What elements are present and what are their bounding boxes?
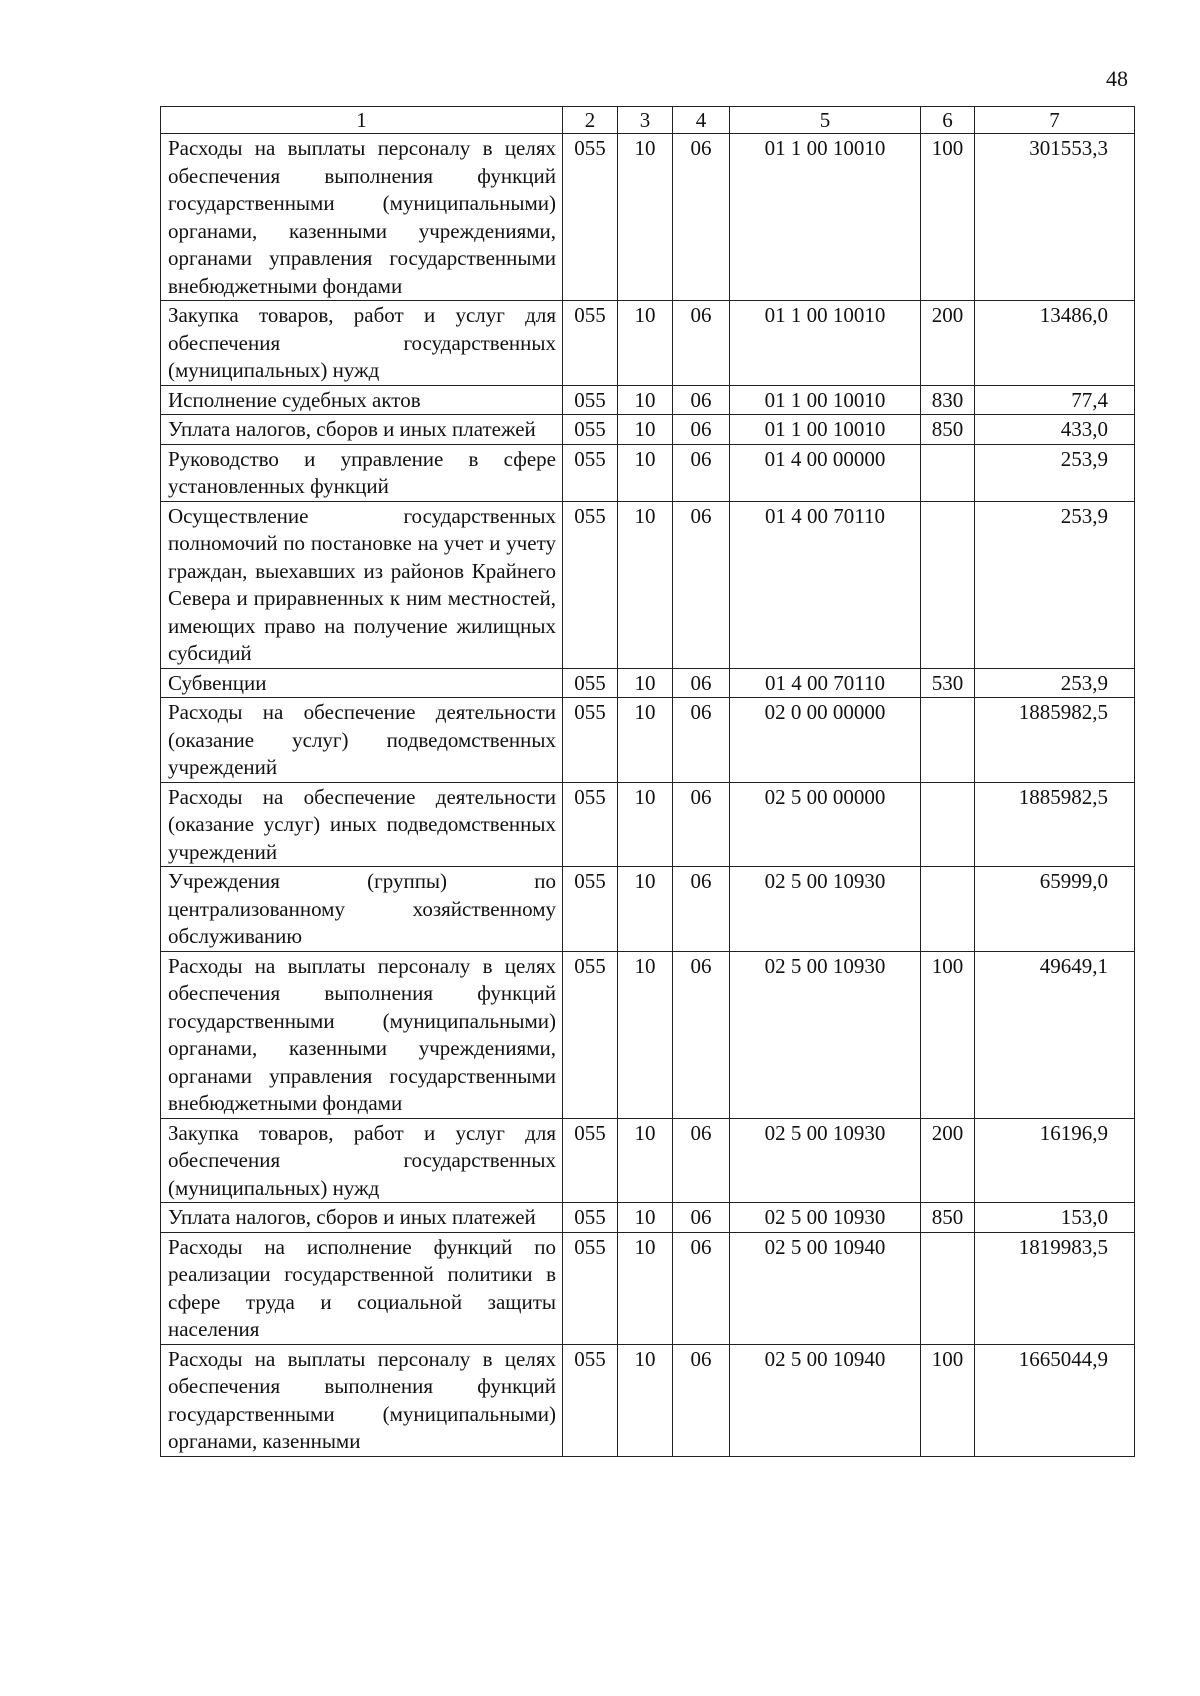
- cell-target-article: 02 5 00 10940: [730, 1344, 921, 1456]
- table-row: [161, 501, 1135, 668]
- cell-ministry: 055: [563, 1344, 618, 1456]
- cell-section: 10: [618, 301, 673, 386]
- cell-subsection: 06: [673, 1232, 730, 1344]
- col-header-4: 4: [673, 107, 730, 134]
- cell-name: Уплата налогов, сборов и иных платежей: [161, 1203, 563, 1233]
- page-number: 48: [1106, 66, 1128, 91]
- cell-subsection: 06: [673, 1344, 730, 1456]
- col-header-5: 5: [730, 107, 921, 134]
- table-row: [161, 1344, 1135, 1456]
- cell-amount: 253,9: [975, 668, 1135, 698]
- cell-section: 10: [618, 501, 673, 668]
- cell-subsection: 06: [673, 301, 730, 386]
- table-row: [161, 415, 1135, 445]
- cell-name: Исполнение судебных актов: [161, 385, 563, 415]
- cell-target-article: 01 1 00 10010: [730, 415, 921, 445]
- cell-ministry: 055: [563, 867, 618, 952]
- cell-amount: 301553,3: [975, 134, 1135, 301]
- cell-expense-type: [921, 444, 975, 501]
- cell-ministry: 055: [563, 501, 618, 668]
- cell-target-article: 02 5 00 10930: [730, 1203, 921, 1233]
- cell-target-article: 02 0 00 00000: [730, 698, 921, 783]
- cell-target-article: 01 4 00 00000: [730, 444, 921, 501]
- cell-target-article: 02 5 00 10930: [730, 951, 921, 1118]
- cell-amount: 153,0: [975, 1203, 1135, 1233]
- cell-name: Расходы на обеспечение деятельности (оказание услуг) иных подведомственных учреждений: [161, 782, 563, 867]
- cell-subsection: 06: [673, 385, 730, 415]
- cell-target-article: 02 5 00 00000: [730, 782, 921, 867]
- cell-expense-type: [921, 698, 975, 783]
- cell-expense-type: 100: [921, 134, 975, 301]
- cell-name: Осуществление государственных полномочий по постановке на учет и учету граждан, выехавших из районов Крайнего Севера и приравненных к ним местностей, имеющих право на получение жилищных субсидий: [161, 501, 563, 668]
- table-body: [161, 134, 1135, 1457]
- cell-subsection: 06: [673, 698, 730, 783]
- header-row: [161, 107, 1135, 134]
- cell-amount: 1819983,5: [975, 1232, 1135, 1344]
- cell-section: 10: [618, 1232, 673, 1344]
- cell-section: 10: [618, 1203, 673, 1233]
- table-row: [161, 301, 1135, 386]
- cell-amount: 16196,9: [975, 1118, 1135, 1203]
- table-row: [161, 698, 1135, 783]
- cell-target-article: 01 4 00 70110: [730, 668, 921, 698]
- cell-ministry: 055: [563, 1118, 618, 1203]
- table-row: [161, 134, 1135, 301]
- cell-name: Закупка товаров, работ и услуг для обеспечения государственных (муниципальных) нужд: [161, 1118, 563, 1203]
- cell-subsection: 06: [673, 951, 730, 1118]
- table-row: [161, 668, 1135, 698]
- table-row: [161, 1203, 1135, 1233]
- cell-name: Закупка товаров, работ и услуг для обеспечения государственных (муниципальных) нужд: [161, 301, 563, 386]
- cell-subsection: 06: [673, 668, 730, 698]
- cell-section: 10: [618, 415, 673, 445]
- cell-ministry: 055: [563, 1232, 618, 1344]
- cell-section: 10: [618, 444, 673, 501]
- cell-expense-type: 100: [921, 1344, 975, 1456]
- table-row: [161, 1118, 1135, 1203]
- col-header-6: 6: [921, 107, 975, 134]
- cell-amount: 1885982,5: [975, 698, 1135, 783]
- cell-ministry: 055: [563, 951, 618, 1118]
- cell-name: Расходы на выплаты персоналу в целях обеспечения выполнения функций государственными (муниципальными) органами, казенными учреждениями, органами управления государственными внебюджетными фондами: [161, 134, 563, 301]
- cell-target-article: 02 5 00 10930: [730, 1118, 921, 1203]
- cell-name: Расходы на выплаты персоналу в целях обеспечения выполнения функций государственными (муниципальными) органами, казенными учреждениями, органами управления государственными внебюджетными фондами: [161, 951, 563, 1118]
- cell-target-article: 01 1 00 10010: [730, 301, 921, 386]
- cell-section: 10: [618, 668, 673, 698]
- cell-ministry: 055: [563, 301, 618, 386]
- cell-expense-type: [921, 1232, 975, 1344]
- cell-subsection: 06: [673, 134, 730, 301]
- cell-amount: 77,4: [975, 385, 1135, 415]
- table-row: [161, 385, 1135, 415]
- cell-name: Уплата налогов, сборов и иных платежей: [161, 415, 563, 445]
- cell-expense-type: 200: [921, 301, 975, 386]
- cell-name: Расходы на исполнение функций по реализации государственной политики в сфере труда и социальной защиты населения: [161, 1232, 563, 1344]
- cell-section: 10: [618, 134, 673, 301]
- cell-subsection: 06: [673, 415, 730, 445]
- cell-name: Расходы на выплаты персоналу в целях обеспечения выполнения функций государственными (муниципальными) органами, казенными: [161, 1344, 563, 1456]
- cell-section: 10: [618, 782, 673, 867]
- cell-subsection: 06: [673, 1203, 730, 1233]
- budget-table: [160, 106, 1135, 1457]
- cell-subsection: 06: [673, 867, 730, 952]
- cell-section: 10: [618, 1344, 673, 1456]
- cell-target-article: 01 1 00 10010: [730, 134, 921, 301]
- col-header-3: 3: [618, 107, 673, 134]
- cell-expense-type: 850: [921, 415, 975, 445]
- cell-ministry: 055: [563, 415, 618, 445]
- cell-amount: 253,9: [975, 444, 1135, 501]
- cell-expense-type: 200: [921, 1118, 975, 1203]
- cell-amount: 253,9: [975, 501, 1135, 668]
- cell-expense-type: 850: [921, 1203, 975, 1233]
- cell-ministry: 055: [563, 385, 618, 415]
- table-row: [161, 444, 1135, 501]
- cell-amount: 1885982,5: [975, 782, 1135, 867]
- cell-expense-type: [921, 867, 975, 952]
- cell-ministry: 055: [563, 1203, 618, 1233]
- table-row: [161, 867, 1135, 952]
- cell-expense-type: 100: [921, 951, 975, 1118]
- cell-target-article: 01 1 00 10010: [730, 385, 921, 415]
- cell-target-article: 02 5 00 10940: [730, 1232, 921, 1344]
- cell-section: 10: [618, 385, 673, 415]
- table-row: [161, 782, 1135, 867]
- cell-subsection: 06: [673, 782, 730, 867]
- cell-section: 10: [618, 867, 673, 952]
- cell-amount: 433,0: [975, 415, 1135, 445]
- cell-name: Расходы на обеспечение деятельности (оказание услуг) подведомственных учреждений: [161, 698, 563, 783]
- cell-subsection: 06: [673, 501, 730, 668]
- cell-section: 10: [618, 698, 673, 783]
- col-header-1: 1: [161, 107, 563, 134]
- table-row: [161, 1232, 1135, 1344]
- cell-section: 10: [618, 1118, 673, 1203]
- col-header-7: 7: [975, 107, 1135, 134]
- cell-expense-type: [921, 782, 975, 867]
- table-row: [161, 951, 1135, 1118]
- cell-ministry: 055: [563, 668, 618, 698]
- cell-name: Руководство и управление в сфере установленных функций: [161, 444, 563, 501]
- cell-ministry: 055: [563, 134, 618, 301]
- cell-amount: 1665044,9: [975, 1344, 1135, 1456]
- cell-subsection: 06: [673, 444, 730, 501]
- cell-target-article: 01 4 00 70110: [730, 501, 921, 668]
- cell-expense-type: [921, 501, 975, 668]
- cell-amount: 49649,1: [975, 951, 1135, 1118]
- cell-amount: 65999,0: [975, 867, 1135, 952]
- cell-target-article: 02 5 00 10930: [730, 867, 921, 952]
- cell-ministry: 055: [563, 444, 618, 501]
- cell-amount: 13486,0: [975, 301, 1135, 386]
- cell-expense-type: 830: [921, 385, 975, 415]
- cell-expense-type: 530: [921, 668, 975, 698]
- cell-ministry: 055: [563, 782, 618, 867]
- cell-name: Субвенции: [161, 668, 563, 698]
- col-header-2: 2: [563, 107, 618, 134]
- cell-name: Учреждения (группы) по централизованному хозяйственному обслуживанию: [161, 867, 563, 952]
- cell-section: 10: [618, 951, 673, 1118]
- cell-ministry: 055: [563, 698, 618, 783]
- cell-subsection: 06: [673, 1118, 730, 1203]
